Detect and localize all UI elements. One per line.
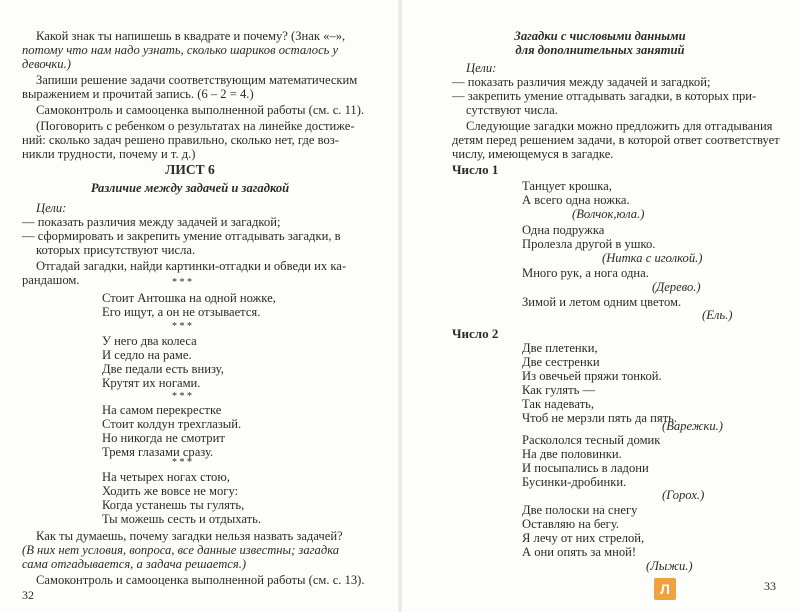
riddle-line: И седло на раме. xyxy=(102,348,192,362)
goals-label: Цели: xyxy=(36,201,67,215)
riddle-line: Крутят их ногами. xyxy=(102,376,201,390)
selfcheck-line: Самоконтроль и самооценка выполненной работы (см. с. 13). xyxy=(36,573,365,587)
riddle-line: Чтоб не мерзли пять да пять. xyxy=(522,411,678,425)
riddle-line: Бусинки-дробинки. xyxy=(522,475,627,489)
riddle-answer: (Лыжи.) xyxy=(646,559,693,573)
riddle-line: А они опять за мной! xyxy=(522,545,637,559)
riddle-line: Две полоски на снегу xyxy=(522,503,638,517)
riddle-answer: (Дерево.) xyxy=(652,280,701,294)
riddle-line: Две плетенки, xyxy=(522,341,598,355)
riddle-line: Одна подружка xyxy=(522,223,605,237)
riddle-line: Ходить же вовсе не могу: xyxy=(102,484,239,498)
left-intro-line: Самоконтроль и самооценка выполненной работы (см. с. 11). xyxy=(36,103,365,117)
goal-line: — сформировать и закрепить умение отгадывать загадки, в xyxy=(22,229,341,243)
riddle-line: Стоит колдун трехглазый. xyxy=(102,417,242,431)
goal-line: которых присутствуют числа. xyxy=(36,243,196,257)
riddle-line: Пролезла другой в ушко. xyxy=(522,237,656,251)
stars-separator: * * * xyxy=(172,391,192,402)
riddle-line: На две половинки. xyxy=(522,447,622,461)
goals-label: Цели: xyxy=(466,61,497,75)
riddle-answer: (Нитка с иголкой.) xyxy=(602,251,703,265)
goal-line: сутствуют числа. xyxy=(466,103,558,117)
goal-line: — показать различия между задачей и загадкой; xyxy=(452,75,711,89)
left-intro-line: ний: сколько задач решено правильно, сколько нет, где воз- xyxy=(22,133,339,147)
left-intro-line: выражением и прочитай запись. (6 – 2 = 4.) xyxy=(22,87,254,101)
riddle-line: Две педали есть внизу, xyxy=(102,362,224,376)
left-intro-line: никли трудности, почему и т. д.) xyxy=(22,147,196,161)
sheet-subtitle: Различие между задачей и загадкой xyxy=(90,181,290,195)
stars-separator: * * * xyxy=(172,321,192,332)
page-number: 33 xyxy=(764,579,776,593)
riddle-line: И посыпались в ладони xyxy=(522,461,649,475)
goal-line: — закрепить умение отгадывать загадки, в которых при- xyxy=(452,89,757,103)
stars-separator: * * * xyxy=(172,277,192,288)
riddle-line: Оставляю на бегу. xyxy=(522,517,620,531)
number2-heading: Число 2 xyxy=(452,326,499,341)
riddle-line: Танцует крошка, xyxy=(522,179,612,193)
riddle-line: Его ищут, а он не отзывается. xyxy=(102,305,261,319)
question-line: Как ты думаешь, почему загадки нельзя назвать задачей? xyxy=(36,529,343,543)
riddle-line: Но никогда не смотрит xyxy=(102,431,225,445)
riddle-answer: (Горох.) xyxy=(662,488,705,502)
riddle-line: Когда устанешь ты гулять, xyxy=(102,498,245,512)
page-number: 32 xyxy=(22,588,34,602)
task-line: Отгадай загадки, найди картинки-отгадки и обведи их ка- xyxy=(36,259,347,273)
riddle-line: Много рук, а нога одна. xyxy=(522,266,649,280)
riddle-line: На четырех ногах стою, xyxy=(102,470,230,484)
section-title: для дополнительных занятий xyxy=(515,43,685,57)
answer-line: (В них нет условия, вопроса, все данные известны; загадка xyxy=(22,543,340,557)
riddle-answer: (Ель.) xyxy=(702,308,733,322)
riddle-line: Так надевать, xyxy=(522,397,595,411)
right-intro-line: числу, имеющемуся в загадке. xyxy=(452,147,614,161)
task-line: рандашом. xyxy=(22,273,80,287)
riddle-line: Из овечьей пряжи тонкой. xyxy=(522,369,662,383)
right-page xyxy=(400,0,800,612)
riddle-answer: (Волчок,юла.) xyxy=(572,207,645,221)
publisher-logo: Л xyxy=(654,578,676,600)
number1-heading: Число 1 xyxy=(452,162,499,177)
riddle-line: Раскололся тесный домик xyxy=(522,433,661,447)
riddle-line: Тремя глазами сразу. xyxy=(102,445,214,459)
left-intro-line: потому что нам надо узнать, сколько шариков осталось у xyxy=(22,43,339,57)
left-intro-line: (Поговорить с ребенком о результатах на линейке достиже- xyxy=(36,119,355,133)
sheet-title: ЛИСТ 6 xyxy=(165,162,215,177)
riddle-line: Я лечу от них стрелой, xyxy=(522,531,645,545)
right-intro-line: детям перед решением задачи, в которой ответ соответствует xyxy=(452,133,780,147)
riddle-answer: (Варежки.) xyxy=(662,419,724,433)
goal-line: — показать различия между задачей и загадкой; xyxy=(22,215,281,229)
left-intro-line: Какой знак ты напишешь в квадрате и почему? (Знак «–», xyxy=(36,29,346,43)
riddle-line: Зимой и летом одним цветом. xyxy=(522,295,682,309)
answer-line: сама отгадывается, а задача решается.) xyxy=(22,557,247,571)
right-intro-line: Следующие загадки можно предложить для отгадывания xyxy=(466,119,773,133)
riddle-line: А всего одна ножка. xyxy=(522,193,630,207)
riddle-line: Стоит Антошка на одной ножке, xyxy=(102,291,276,305)
stars-separator: * * * xyxy=(172,457,192,468)
riddle-line: Ты можешь сесть и отдыхать. xyxy=(102,512,261,526)
riddle-line: Две сестренки xyxy=(522,355,600,369)
riddle-line: У него два колеса xyxy=(102,334,197,348)
left-intro-line: Запиши решение задачи соответствующим математическим xyxy=(36,73,358,87)
section-title: Загадки с числовыми данными xyxy=(514,29,686,43)
left-intro-line: девочки.) xyxy=(22,57,71,71)
riddle-line: Как гулять — xyxy=(522,383,596,397)
riddle-line: На самом перекрестке xyxy=(102,403,222,417)
